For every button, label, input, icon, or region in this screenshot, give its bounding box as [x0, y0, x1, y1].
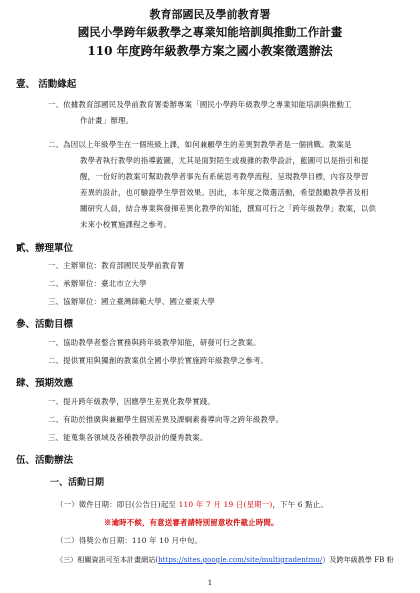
section-heading-goals: 參、活動目標: [16, 319, 74, 330]
origin-item-2-line-3: 醒，一份好的教案可幫助教學者事先有系統思考教學流程、呈現教學目標，內容及學習: [80, 172, 369, 181]
origin-item-1-line-2: 作計畫」辦理。: [80, 116, 134, 125]
subheading-dates: 一、活動日期: [50, 478, 105, 488]
date-announcement: （二）得獎公布日期：110 年 10 月中旬。: [56, 536, 203, 545]
organizer-item-2: 二、承辦單位：臺北市立大學: [48, 279, 147, 288]
date-deadline: 110 年 7 月 19 日(星期一): [178, 500, 273, 509]
info-website-suffix: ）及跨年級教學 FB 粉: [322, 555, 394, 564]
goal-item-2: 二、提供實用與獨創的教案供全國小學於實施跨年級教學之參考。: [48, 356, 269, 365]
date-submission-prefix: （一）徵件日期：即日(公告日)起至: [56, 500, 179, 509]
date-submission-suffix: ，下午 6 點止。: [272, 500, 328, 509]
title-competition: 110 年度跨年級教學方案之國小教案徵選辦法: [87, 44, 333, 58]
origin-item-2-line-5: 關研究人員，結合專業與發揮差異化教學的知能，撰寫可行之「跨年級教學」教案，以供: [80, 204, 377, 213]
section-heading-origin: 壹、 活動緣起: [16, 79, 77, 90]
section-heading-organizers: 貳、辦理單位: [16, 243, 74, 254]
organizer-item-1: 一、主辦單位：教育部國民及學前教育署: [48, 261, 185, 270]
origin-item-2-line-2: 教學者執行教學的指導藍圖，尤其是面對陌生或複雜的教學設計，藍圖可以是指引和提: [80, 156, 369, 165]
effect-item-3: 三、能蒐集各領域及各種教學設計的優秀教案。: [48, 433, 208, 442]
origin-item-1-line-1: 一、依據教育部國民及學前教育署委辦專案「國民小學跨年級教學之專業知能培訓與推動工: [48, 100, 352, 109]
origin-item-2-line-4: 差異的設計，也可驗證學生學習效果。因此，本年度之徵選活動，希望鼓勵教學者及相: [80, 188, 369, 197]
title-agency: 教育部國民及學前教育署: [149, 8, 271, 21]
goal-item-1: 一、協助教學者整合實務與跨年級教學知能，研發可行之教案。: [48, 338, 261, 347]
info-website: [56, 552, 394, 569]
effect-item-1: 一、提升跨年級教學，因應學生差異化教學實踐。: [48, 397, 215, 406]
section-heading-effects: 肆、預期效應: [16, 378, 74, 389]
section-heading-methods: 伍、活動辦法: [16, 455, 74, 466]
origin-item-2-line-6: 未來小校實施課程之參考。: [80, 220, 172, 229]
origin-item-2-line-1: 二、為因以上年級學生在一個班級上課，如何兼顧學生的差異對教學者是一個挑戰。教案是: [48, 140, 352, 149]
effect-item-2: 二、有助於推廣與兼顧學生個別差異及課綱素養導向等之跨年級教學。: [48, 415, 284, 424]
project-website-link[interactable]: https://sites.google.com/site/multigradentmu/: [158, 555, 323, 564]
date-submission: [56, 497, 328, 514]
page-number: 1: [207, 579, 213, 587]
organizer-item-3: 三、協辦單位：國立臺灣師範大學、國立臺東大學: [48, 297, 215, 306]
title-project: 國民小學跨年級教學之專業知能培訓與推動工作計畫: [77, 25, 343, 39]
deadline-warning: ※逾時不候，有意送審者請特別留意收件截止時間。: [104, 518, 279, 527]
info-website-prefix: （三）相關資訊可至本計畫網站(: [56, 555, 159, 564]
